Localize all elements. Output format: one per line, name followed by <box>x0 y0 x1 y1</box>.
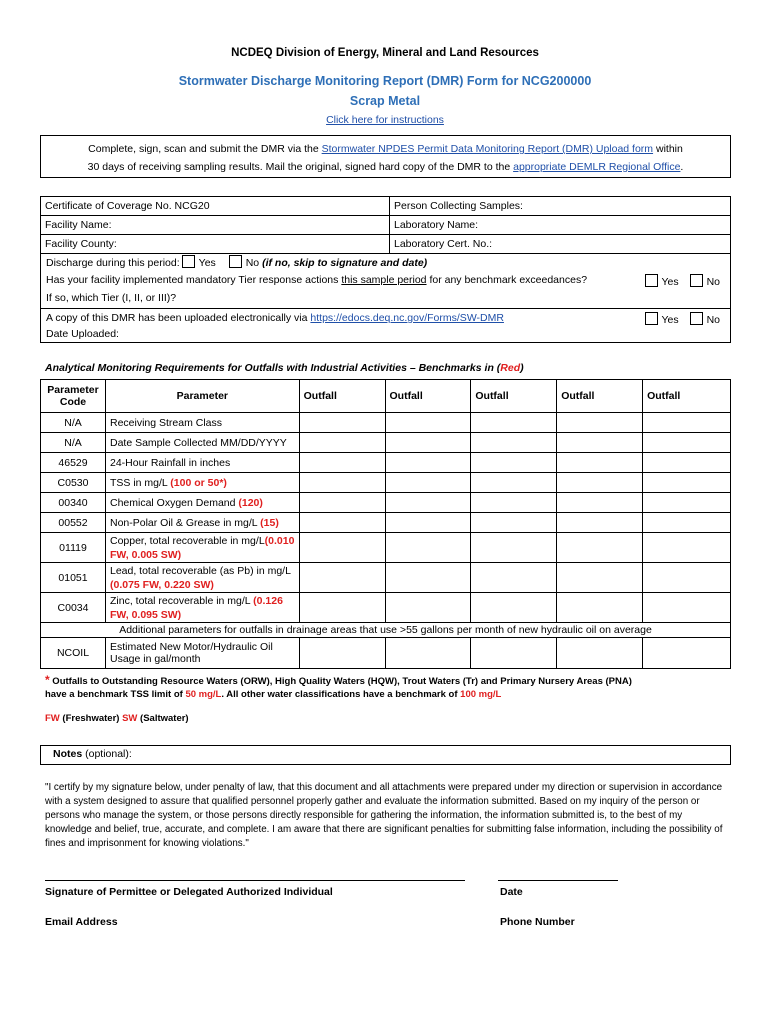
col-outfall: Outfall <box>471 380 557 413</box>
outfall-cell[interactable] <box>643 433 731 453</box>
lab-name-field[interactable]: Laboratory Name: <box>390 216 731 235</box>
facility-info-table <box>40 196 731 254</box>
fw-text: (Freshwater) <box>59 713 123 724</box>
outfall-cell[interactable] <box>643 413 731 433</box>
outfall-cell[interactable] <box>471 473 557 493</box>
instruction-text: . <box>680 161 684 173</box>
benchmark-value: (0.126 FW, 0.095 SW) <box>109 594 283 621</box>
param-text: Receiving Stream Class <box>109 416 223 429</box>
param-code: NCOIL <box>41 638 106 669</box>
param-code: 01051 <box>41 563 106 593</box>
instruction-text: Complete, sign, scan and submit the DMR via the <box>88 143 322 155</box>
param-text: Non-Polar Oil & Grease in mg/L <box>109 516 261 529</box>
sw-abbr: SW <box>122 713 138 724</box>
benchmark-value: (15) <box>260 516 279 529</box>
fw-sw-legend <box>45 713 189 724</box>
table-row <box>41 413 731 433</box>
outfall-cell[interactable] <box>299 593 385 623</box>
outfall-cell[interactable] <box>643 533 731 563</box>
outfall-cell[interactable] <box>643 593 731 623</box>
signature-label: Signature of Permittee or Delegated Authorized Individual <box>45 886 333 898</box>
param-name <box>105 453 299 473</box>
tier-question: for any benchmark exceedances? <box>426 274 588 286</box>
outfall-cell[interactable] <box>299 513 385 533</box>
param-text: Copper, total recoverable in mg/L <box>109 534 265 547</box>
param-text: 24-Hour Rainfall in inches <box>109 456 231 469</box>
instruction-box <box>40 135 731 178</box>
param-text: Lead, total recoverable (as Pb) in mg/L <box>109 564 291 577</box>
col-outfall: Outfall <box>299 380 385 413</box>
param-text: Chemical Oxygen Demand <box>109 496 239 509</box>
facility-county-field[interactable]: Facility County: <box>41 235 390 254</box>
email-label: Email Address <box>45 916 118 928</box>
outfall-cell[interactable] <box>557 493 643 513</box>
upload-question: A copy of this DMR has been uploaded electronically via <box>46 312 311 324</box>
additional-params-note: Additional parameters for outfalls in drainage areas that use >55 gallons per month of new hydraulic oil on average <box>41 623 731 638</box>
heading-text: Analytical Monitoring Requirements for Outfalls with Industrial Activities – Benchmarks in ( <box>45 362 501 374</box>
date-uploaded[interactable]: Date Uploaded: <box>46 328 119 340</box>
outfall-cell[interactable] <box>385 473 471 493</box>
param-name <box>105 413 299 433</box>
benchmarks-heading <box>45 362 524 374</box>
table-row <box>41 473 731 493</box>
param-name <box>105 433 299 453</box>
param-code: 00552 <box>41 513 106 533</box>
outfall-cell[interactable] <box>643 473 731 493</box>
signature-line[interactable] <box>45 880 465 881</box>
param-text: TSS in mg/L <box>109 476 171 489</box>
discharge-note: (if no, skip to signature and date) <box>262 257 428 269</box>
param-code: N/A <box>41 413 106 433</box>
coc-field[interactable]: Certificate of Coverage No. NCG20 <box>41 197 390 216</box>
outfall-cell[interactable] <box>471 453 557 473</box>
notes-label: Notes <box>53 748 83 760</box>
outfall-cell[interactable] <box>299 433 385 453</box>
outfall-cell[interactable] <box>471 593 557 623</box>
instruction-text: 30 days of receiving sampling results. Mail the original, signed hard copy of the DMR to the <box>87 161 514 173</box>
param-name <box>105 563 299 593</box>
col-param-code: Parameter Code <box>41 380 106 413</box>
footnote-text: have a benchmark TSS limit of <box>45 689 186 700</box>
outfall-cell[interactable] <box>471 563 557 593</box>
param-name <box>105 593 299 623</box>
yes-label: Yes <box>661 314 679 326</box>
yes-label: Yes <box>198 257 216 269</box>
footnote-text: . All other water classifications have a benchmark of <box>221 689 461 700</box>
facility-name-field[interactable]: Facility Name: <box>41 216 390 235</box>
certification-statement: "I certify by my signature below, under penalty of law, that this document and all attachments were prepared under my direction or supervision in accordance with a system designed to assure that qualified personnel properly gather and evaluate the information submitted. Based on my inquiry of the person or persons who manage the system, or those persons directly responsible for gathering the information, the information submitted is, to the best of my knowledge and belief, true, accurate, and complete. I am aware that there are significant penalties for submitting false information, including the possibility of fines and imprisonment for knowing violations." <box>45 782 723 849</box>
param-name <box>105 473 299 493</box>
table-row <box>41 593 731 623</box>
outfall-cell[interactable] <box>471 433 557 453</box>
edocs-link[interactable]: https://edocs.deq.nc.gov/Forms/SW-DMR <box>310 312 504 324</box>
outfall-cell[interactable] <box>557 513 643 533</box>
regional-office-link[interactable]: appropriate DEMLR Regional Office <box>513 161 681 173</box>
instructions-link[interactable]: Click here for instructions <box>326 114 444 126</box>
outfall-cell[interactable] <box>385 593 471 623</box>
table-row <box>41 513 731 533</box>
param-text: Zinc, total recoverable in mg/L <box>109 594 254 607</box>
footnote-text: Outfalls to Outstanding Resource Waters (ORW), High Quality Waters (HQW), Trout Waters (Tr) and Primary Nursery Areas (PNA) <box>49 676 632 687</box>
outfall-cell[interactable] <box>557 533 643 563</box>
outfall-cell[interactable] <box>299 563 385 593</box>
dmr-upload-link[interactable]: Stormwater NPDES Permit Data Monitoring Report (DMR) Upload form <box>321 143 654 155</box>
lab-cert-field[interactable]: Laboratory Cert. No.: <box>390 235 731 254</box>
heading-red: Red <box>500 362 521 374</box>
outfall-cell[interactable] <box>385 433 471 453</box>
form-subtitle: Scrap Metal <box>349 94 421 108</box>
footnote-line1 <box>45 673 632 687</box>
col-outfall: Outfall <box>385 380 471 413</box>
fw-abbr: FW <box>45 713 60 724</box>
outfall-cell[interactable] <box>299 493 385 513</box>
outfall-cell[interactable] <box>643 563 731 593</box>
benchmark-value: (120) <box>238 496 263 509</box>
outfall-cell[interactable] <box>385 493 471 513</box>
footnote-star: * <box>45 673 50 687</box>
param-name <box>105 493 299 513</box>
table-row <box>41 433 731 453</box>
outfall-cell[interactable] <box>471 513 557 533</box>
notes-optional: (optional): <box>82 748 132 760</box>
discharge-question: Discharge during this period: <box>46 257 180 269</box>
outfall-cell[interactable] <box>643 638 731 669</box>
param-code: C0530 <box>41 473 106 493</box>
person-collecting-field[interactable]: Person Collecting Samples: <box>390 197 731 216</box>
footnote-red: 100 mg/L <box>460 689 502 700</box>
tier-question-underline: this sample period <box>341 274 427 286</box>
upload-no-checkbox[interactable] <box>690 312 703 325</box>
tier-which[interactable]: If so, which Tier (I, II, or III)? <box>46 292 177 304</box>
tier-yes-checkbox[interactable] <box>645 274 658 287</box>
benchmark-value: (100 or 50*) <box>170 476 227 489</box>
tier-question: Has your facility implemented mandatory Tier response actions <box>46 274 342 286</box>
no-label: No <box>245 257 260 269</box>
outfall-cell[interactable] <box>385 563 471 593</box>
param-name: Estimated New Motor/Hydraulic Oil Usage in gal/month <box>105 638 299 669</box>
discharge-no-checkbox[interactable] <box>229 255 242 268</box>
form-title: Stormwater Discharge Monitoring Report (DMR) Form for NCG200000 <box>178 74 592 88</box>
discharge-yes-checkbox[interactable] <box>182 255 195 268</box>
param-name <box>105 533 299 563</box>
notes-field[interactable] <box>40 745 731 765</box>
discharge-section <box>40 252 731 343</box>
tier-no-checkbox[interactable] <box>690 274 703 287</box>
outfall-cell[interactable] <box>471 638 557 669</box>
col-outfall: Outfall <box>557 380 643 413</box>
outfall-cell[interactable] <box>557 593 643 623</box>
outfall-cell[interactable] <box>385 513 471 533</box>
table-row <box>41 563 731 593</box>
outfall-cell[interactable] <box>471 493 557 513</box>
sw-text: (Saltwater) <box>137 713 189 724</box>
param-code: 46529 <box>41 453 106 473</box>
benchmarks-table <box>40 379 731 669</box>
outfall-cell[interactable] <box>557 473 643 493</box>
date-label: Date <box>500 886 523 898</box>
outfall-cell[interactable] <box>299 638 385 669</box>
outfall-cell[interactable] <box>643 513 731 533</box>
outfall-cell[interactable] <box>643 453 731 473</box>
benchmark-value: (0.075 FW, 0.220 SW) <box>109 578 214 591</box>
outfall-cell[interactable] <box>471 533 557 563</box>
param-code: 00340 <box>41 493 106 513</box>
outfall-cell[interactable] <box>385 413 471 433</box>
param-code: N/A <box>41 433 106 453</box>
table-row <box>41 533 731 563</box>
outfall-cell[interactable] <box>557 638 643 669</box>
outfall-cell[interactable] <box>385 638 471 669</box>
footnote-red: 50 mg/L <box>185 689 222 700</box>
outfall-cell[interactable] <box>471 413 557 433</box>
param-text: Date Sample Collected MM/DD/YYYY <box>109 436 287 449</box>
outfall-cell[interactable] <box>643 493 731 513</box>
col-parameter: Parameter <box>105 380 299 413</box>
heading-text: ) <box>520 362 524 374</box>
footnote-line2 <box>45 689 501 700</box>
no-label: No <box>706 314 720 326</box>
table-row <box>41 453 731 473</box>
org-name: NCDEQ Division of Energy, Mineral and Land Resources <box>231 47 539 59</box>
no-label: No <box>706 276 720 288</box>
outfall-cell[interactable] <box>557 433 643 453</box>
yes-label: Yes <box>661 276 679 288</box>
outfall-cell[interactable] <box>385 533 471 563</box>
param-code: C0034 <box>41 593 106 623</box>
param-code: 01119 <box>41 533 106 563</box>
outfall-cell[interactable] <box>299 453 385 473</box>
outfall-cell[interactable] <box>385 453 471 473</box>
outfall-cell[interactable] <box>299 533 385 563</box>
date-line[interactable] <box>498 880 618 881</box>
upload-yes-checkbox[interactable] <box>645 312 658 325</box>
instruction-text: within <box>653 143 683 155</box>
param-name <box>105 513 299 533</box>
col-outfall: Outfall <box>643 380 731 413</box>
outfall-cell[interactable] <box>557 413 643 433</box>
outfall-cell[interactable] <box>299 473 385 493</box>
outfall-cell[interactable] <box>299 413 385 433</box>
benchmark-value: (0.010 FW, 0.005 SW) <box>109 534 295 561</box>
phone-label: Phone Number <box>500 916 575 928</box>
outfall-cell[interactable] <box>557 563 643 593</box>
outfall-cell[interactable] <box>557 453 643 473</box>
table-row <box>41 493 731 513</box>
